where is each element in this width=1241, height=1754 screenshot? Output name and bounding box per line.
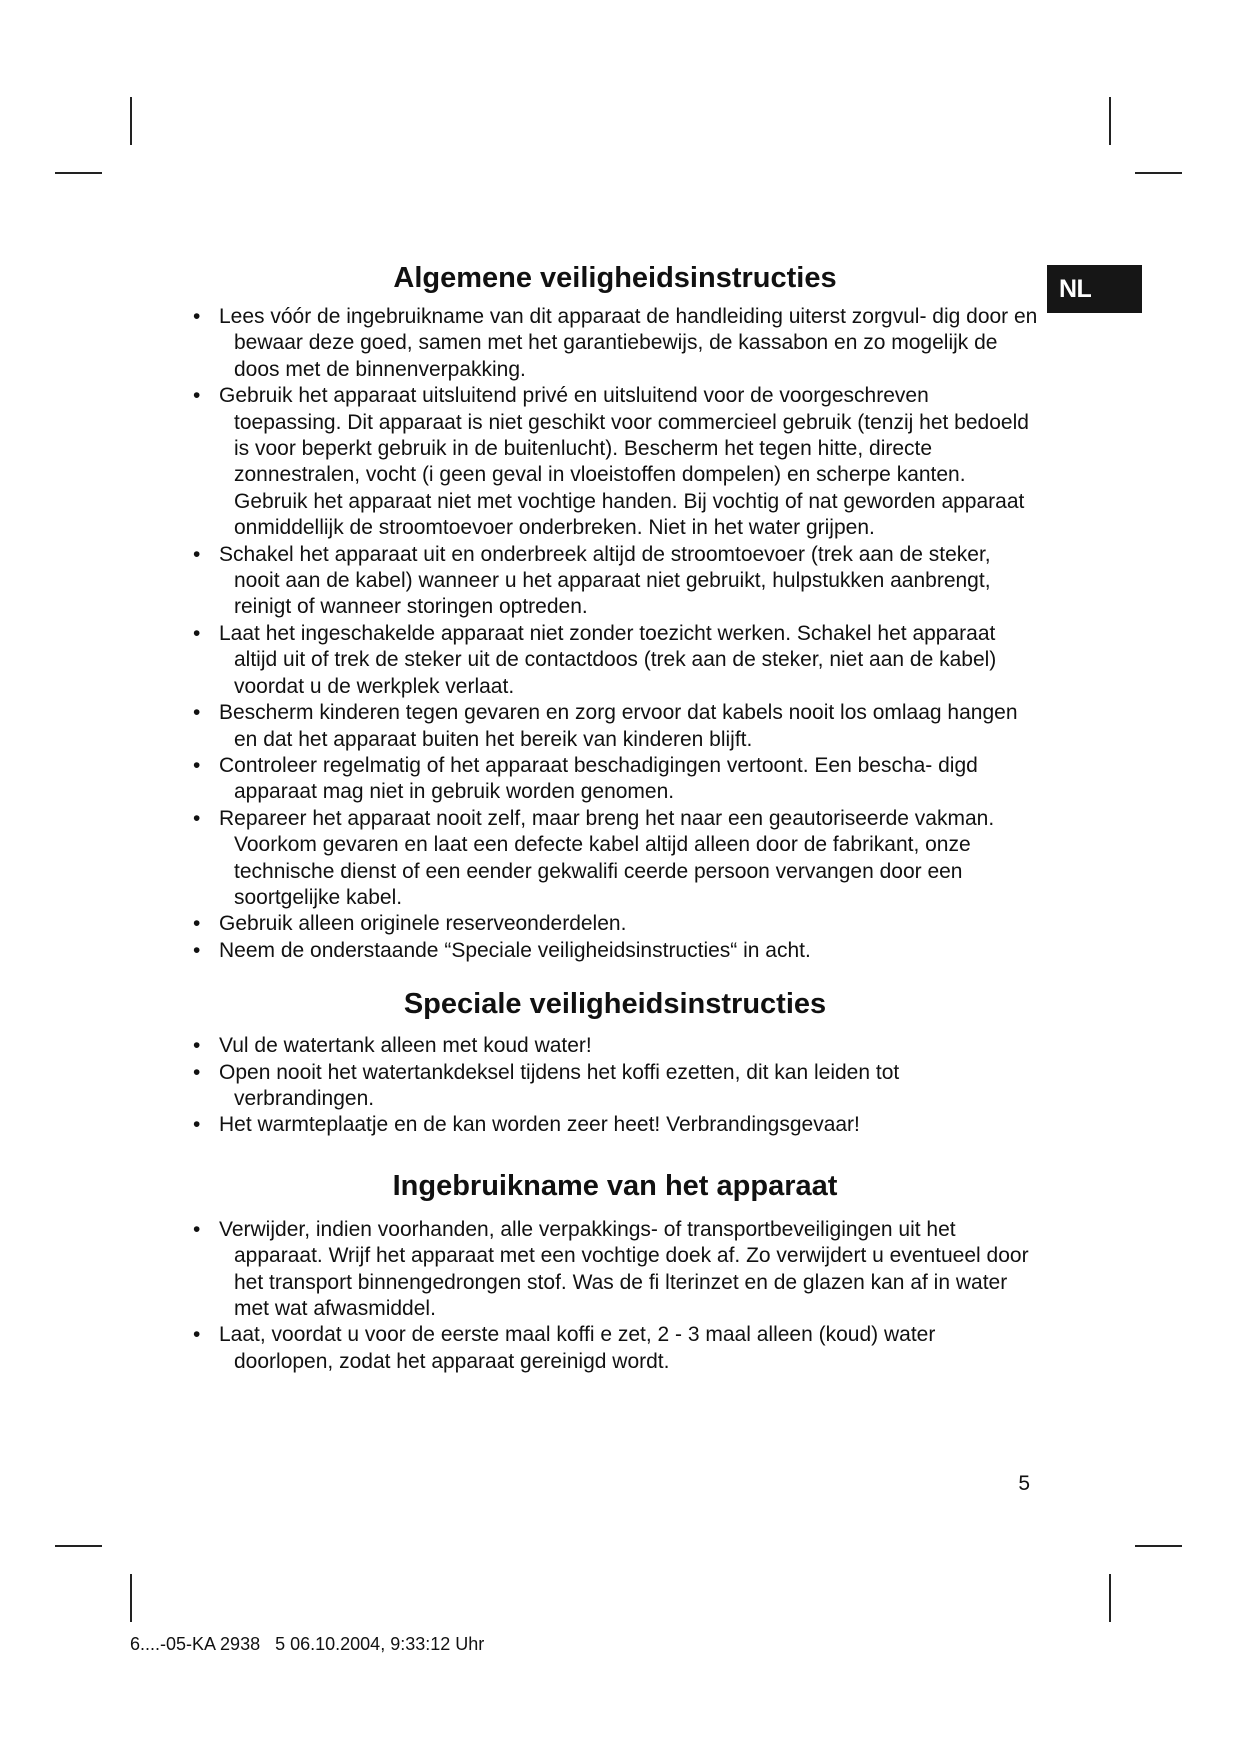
list-item: • Laat, voordat u voor de eerste maal koffi e zet, 2 - 3 maal alleen (koud) water doorlopen, zodat het apparaat gereinigd wordt. xyxy=(190,1322,1040,1375)
list-item: • Gebruik alleen originele reserveonderdelen. xyxy=(190,911,1040,937)
crop-mark-top-left-horizontal xyxy=(55,172,102,174)
crop-mark-bottom-left-vertical xyxy=(130,1574,132,1622)
list-item: • Het warmteplaatje en de kan worden zeer heet! Verbrandingsgevaar! xyxy=(190,1112,1040,1138)
crop-mark-bottom-right-horizontal xyxy=(1135,1545,1182,1547)
list-item: • Neem de onderstaande “Speciale veiligheidsinstructies“ in acht. xyxy=(190,938,1040,964)
page-number: 5 xyxy=(1018,1472,1030,1495)
list-item: • Vul de watertank alleen met koud water! xyxy=(190,1033,1040,1059)
section-title-special-safety: Speciale veiligheidsinstructies xyxy=(403,988,827,1021)
crop-mark-top-right-vertical xyxy=(1109,97,1111,145)
crop-mark-bottom-right-vertical xyxy=(1109,1574,1111,1622)
crop-mark-top-right-horizontal xyxy=(1135,172,1182,174)
crop-mark-bottom-left-horizontal xyxy=(55,1545,102,1547)
print-footer-info: 6....-05-KA 2938 5 06.10.2004, 9:33:12 Uhr xyxy=(130,1634,485,1654)
list-item: • Open nooit het watertankdeksel tijdens het koffi ezetten, dit kan leiden tot verbrandingen. xyxy=(190,1060,1040,1113)
section-title-general-safety: Algemene veiligheidsinstructies xyxy=(393,262,837,294)
list-item: • Bescherm kinderen tegen gevaren en zorg ervoor dat kabels nooit los omlaag hangen en dat het apparaat buiten het bereik van kinderen blijft. xyxy=(190,700,1040,753)
list-item: • Laat het ingeschakelde apparaat niet zonder toezicht werken. Schakel het apparaat altijd uit of trek de steker uit de contactdoos (trek aan de steker, niet aan de kabel) voordat u de werkplek verlaat. xyxy=(190,621,1040,700)
first-use-list xyxy=(190,1217,1040,1375)
list-item: • Controleer regelmatig of het apparaat beschadigingen vertoont. Een bescha- digd apparaat mag niet in gebruik worden genomen. xyxy=(190,753,1040,806)
page-content xyxy=(190,258,1040,1375)
crop-mark-top-left-vertical xyxy=(130,97,132,145)
special-safety-list xyxy=(190,1033,1040,1139)
list-item: • Schakel het apparaat uit en onderbreek altijd de stroomtoevoer (trek aan de steker, nooit aan de kabel) wanneer u het apparaat niet gebruikt, hulpstukken aanbrengt, reinigt of wanneer storingen optreden. xyxy=(190,542,1040,621)
list-item: • Repareer het apparaat nooit zelf, maar breng het naar een geautoriseerde vakman. Voorkom gevaren en laat een defecte kabel altijd alleen door de fabrikant, onze technische dienst of een eender gekwalifi ceerde persoon vervangen door een soortgelijke kabel. xyxy=(190,806,1040,912)
list-item: • Lees vóór de ingebruikname van dit apparaat de handleiding uiterst zorgvul- dig door en bewaar deze goed, samen met het garantiebewijs, de kassabon en zo mogelijk de doos met de binnenverpakking. xyxy=(190,304,1040,383)
general-safety-list xyxy=(190,304,1040,964)
language-tab: NL xyxy=(1047,265,1142,313)
list-item: • Gebruik het apparaat uitsluitend privé en uitsluitend voor de voorgeschreven toepassing. Dit apparaat is niet geschikt voor commercieel gebruik (tenzij het bedoeld is voor beperkt gebruik in de buitenlucht). Bescherm het tegen hitte, directe zonnestralen, vocht (i geen geval in vloeistoffen dompelen) en scherpe kanten. Gebruik het apparaat niet met vochtige handen. Bij vochtig of nat geworden apparaat onmiddellijk de stroomtoevoer onderbreken. Niet in het water grijpen. xyxy=(190,383,1040,541)
section-title-first-use: Ingebruikname van het apparaat xyxy=(392,1169,838,1202)
list-item: • Verwijder, indien voorhanden, alle verpakkings- of transportbeveiligingen uit het apparaat. Wrijf het apparaat met een vochtige doek af. Zo verwijdert u eventueel door het transport binnengedrongen stof. Was de fi lterinzet en de glazen kan af in water met wat afwasmiddel. xyxy=(190,1217,1040,1323)
